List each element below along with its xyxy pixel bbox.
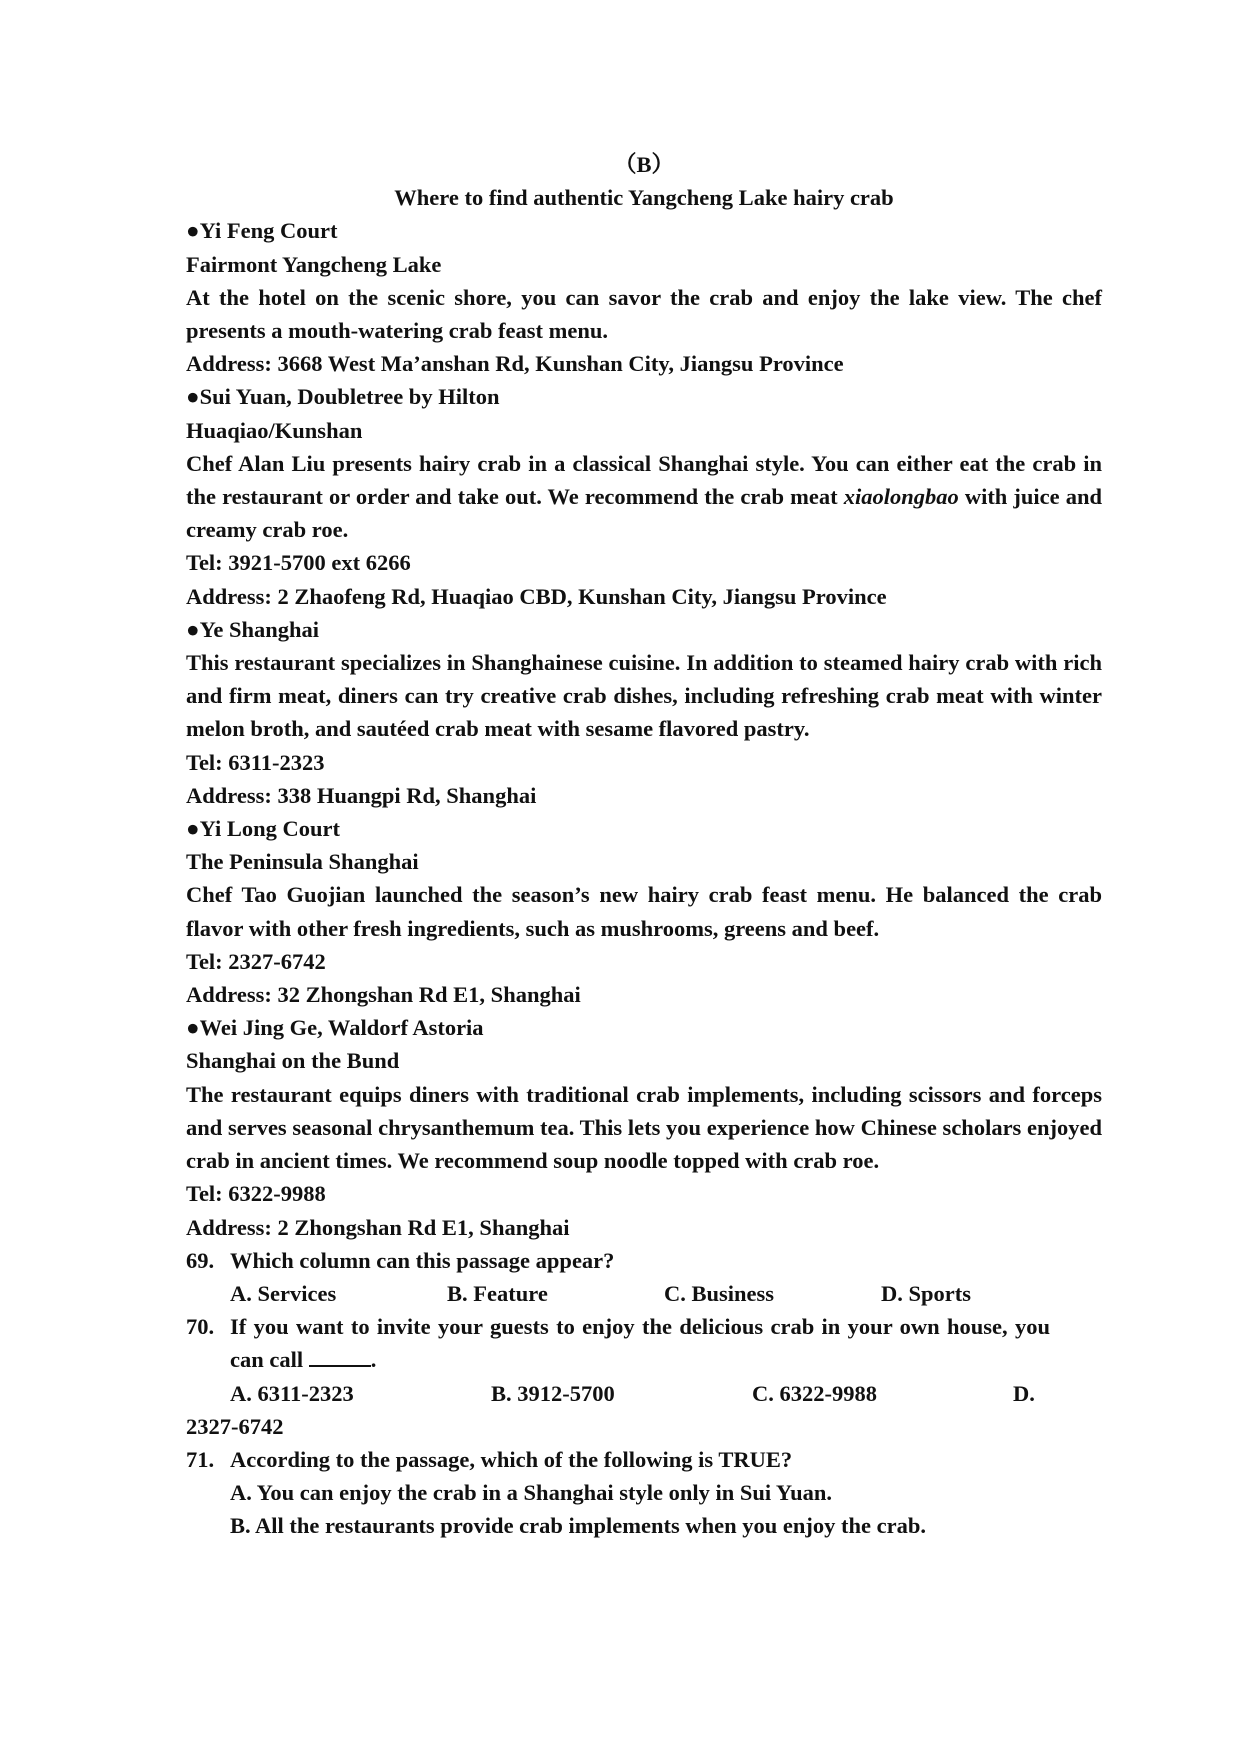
restaurant-tel: Tel: 6311-2323 <box>186 749 325 775</box>
section-label: （B） <box>613 152 674 177</box>
option-b: B. Feature <box>447 1280 548 1306</box>
restaurant-name: ●Ye Shanghai <box>186 616 320 642</box>
description-italic-term: xiaolongbao <box>843 484 959 510</box>
question-stem <box>186 1310 1102 1376</box>
restaurant-tel: Tel: 6322-9988 <box>186 1181 326 1207</box>
restaurant-description: The restaurant equips diners with traditional crab implements, including scissors and forceps and serves seasonal chrysanthemum tea. This lets you experience how Chinese scholars enjoyed crab in ancient times. We recommend soup noodle topped with crab roe. <box>186 1081 1102 1174</box>
restaurant-address: Address: 3668 West Ma’anshan Rd, Kunshan City, Jiangsu Province <box>186 351 844 377</box>
restaurant-tel: Tel: 3921-5700 ext 6266 <box>186 550 411 576</box>
restaurant-name: ●Yi Long Court <box>186 816 341 842</box>
restaurant-name: ●Wei Jing Ge, Waldorf Astoria <box>186 1015 484 1041</box>
option-d: D. Sports <box>881 1280 972 1306</box>
question-70 <box>186 1310 1102 1443</box>
restaurant-location: Huaqiao/Kunshan <box>186 417 363 443</box>
option-c: C. 6322-9988 <box>752 1380 877 1406</box>
restaurant-entry <box>186 1011 1102 1243</box>
restaurant-address: Address: 2 Zhongshan Rd E1, Shanghai <box>186 1214 570 1240</box>
answer-options <box>186 1277 1102 1310</box>
restaurant-description <box>186 447 1102 547</box>
question-number: 69. <box>186 1247 215 1273</box>
question-number: 71. <box>186 1446 215 1472</box>
question-stem <box>186 1443 1102 1476</box>
option-a: A. Services <box>230 1280 337 1306</box>
description-text: with juice and creamy crab roe. <box>186 484 1102 543</box>
restaurant-entry <box>186 214 1102 380</box>
restaurant-address: Address: 2 Zhaofeng Rd, Huaqiao CBD, Kunshan City, Jiangsu Province <box>186 583 887 609</box>
passage-title: Where to find authentic Yangcheng Lake hairy crab <box>394 185 894 211</box>
question-text-part: . <box>370 1347 377 1373</box>
restaurant-name: ●Yi Feng Court <box>186 218 338 244</box>
option-a: A. You can enjoy the crab in a Shanghai style only in Sui Yuan. <box>230 1480 833 1506</box>
option-c: C. Business <box>664 1280 775 1306</box>
restaurant-tel: Tel: 2327-6742 <box>186 948 326 974</box>
restaurant-location: Shanghai on the Bund <box>186 1048 400 1074</box>
restaurant-name: ●Sui Yuan, Doubletree by Hilton <box>186 384 500 410</box>
question-69 <box>186 1244 1102 1310</box>
option-a: A. 6311-2323 <box>230 1380 354 1406</box>
restaurant-description: At the hotel on the scenic shore, you can savor the crab and enjoy the lake view. The chef presents a mouth-watering crab feast menu. <box>186 284 1102 344</box>
answer-blank <box>309 1343 371 1367</box>
restaurant-entry <box>186 380 1102 612</box>
restaurant-entry <box>186 812 1102 1011</box>
option-b: B. All the restaurants provide crab implements when you enjoy the crab. <box>230 1513 927 1539</box>
answer-options <box>186 1377 1102 1410</box>
question-stem <box>186 1244 1102 1277</box>
restaurant-address: Address: 338 Huangpi Rd, Shanghai <box>186 782 537 808</box>
restaurant-location: The Peninsula Shanghai <box>186 849 419 875</box>
option-d: D. <box>1013 1380 1035 1406</box>
question-71 <box>186 1443 1102 1543</box>
restaurant-description: This restaurant specializes in Shanghainese cuisine. In addition to steamed hairy crab with rich and firm meat, diners can try creative crab dishes, including refreshing crab meat with winter melon broth, and sautéed crab meat with sesame flavored pastry. <box>186 650 1102 742</box>
question-text: According to the passage, which of the following is TRUE? <box>230 1446 793 1472</box>
restaurant-description: Chef Tao Guojian launched the season’s new hairy crab feast menu. He balanced the crab flavor with other fresh ingredients, such as mushrooms, greens and beef. <box>186 882 1102 941</box>
option-d-value: 2327-6742 <box>186 1413 284 1439</box>
option-b: B. 3912-5700 <box>491 1380 615 1406</box>
question-number: 70. <box>186 1314 215 1340</box>
restaurant-location: Fairmont Yangcheng Lake <box>186 251 442 277</box>
document-page <box>186 148 1102 1543</box>
question-text <box>230 1310 1102 1376</box>
description-text: Chef Alan Liu presents hairy crab in a classical Shanghai style. You can either eat the crab in the restaurant or order and take out. We recommend the crab meat <box>186 450 1102 510</box>
question-text-part: If you want to invite your guests to enjoy the delicious crab in your own house, you can call <box>230 1314 1050 1373</box>
question-text: Which column can this passage appear? <box>230 1247 615 1273</box>
restaurant-address: Address: 32 Zhongshan Rd E1, Shanghai <box>186 982 581 1008</box>
restaurant-entry <box>186 613 1102 812</box>
